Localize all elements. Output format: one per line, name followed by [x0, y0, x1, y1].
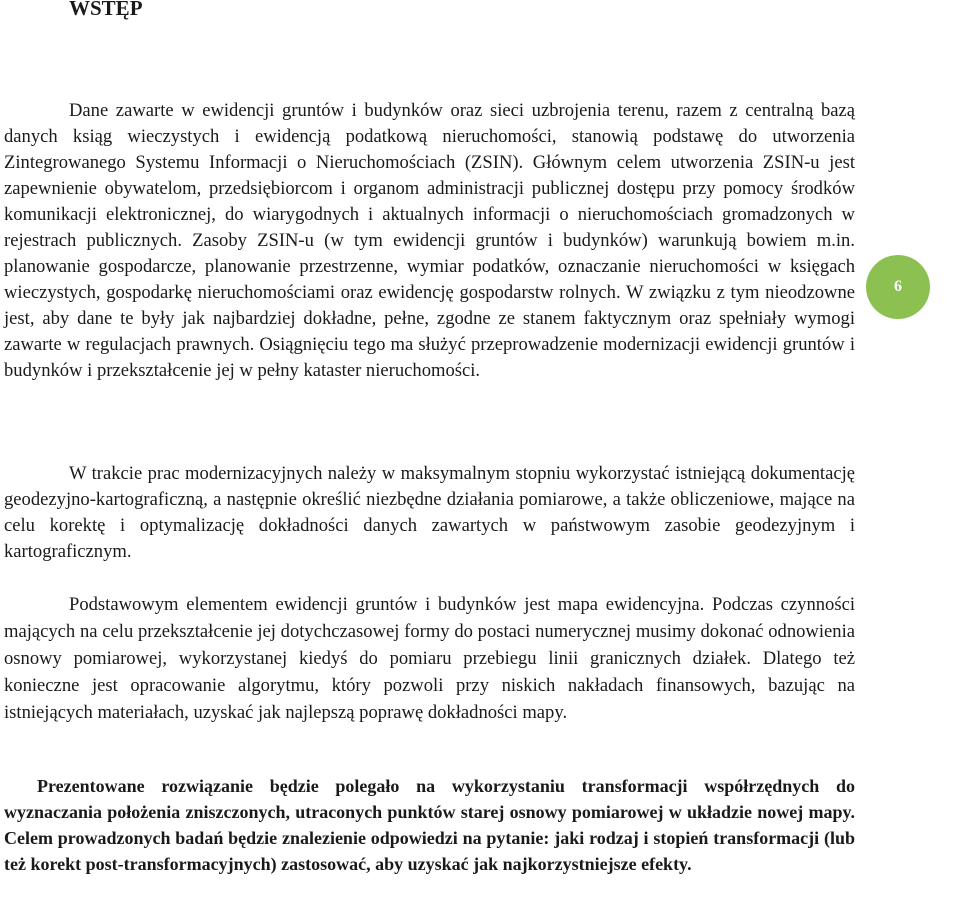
- paragraph-solution: Prezentowane rozwiązanie będzie polegało na wykorzystaniu transformacji współrzędnych do wyznaczania położenia zniszczonych, utraconych punktów starej osnowy pomiarowej w układzie nowej mapy. Celem prowadzonych badań będzie znalezienie odpowiedzi na pytanie: jaki rodzaj i stopień transformacji (lub też korekt post-transformacyjnych) zastosować, aby uzyskać jak najkorzystniejsze efekty.: [4, 776, 855, 874]
- page-number-badge: 6: [866, 255, 930, 319]
- paragraph-map: Podstawowym elementem ewidencji gruntów i budynków jest mapa ewidencyjna. Podczas czynności mających na celu przekształcenie jej dotychczasowej formy do postaci numerycznej musimy dokonać odnowienia osnowy pomiarowej, wykorzystanej kiedyś do pomiaru przebiegu linii granicznych działek. Dlatego też konieczne jest opracowanie algorytmu, który pozwoli przy niskich nakładach finansowych, bazując na istniejących materiałach, uzyskać jak najlepszą poprawę dokładności mapy.: [4, 594, 855, 723]
- section-heading: WSTĘP: [69, 0, 143, 20]
- paragraph-modernization: W trakcie prac modernizacyjnych należy w maksymalnym stopniu wykorzystać istniejącą dokumentację geodezyjno-kartograficzną, a następnie określić niezbędne działania pomiarowe, a także obliczeniowe, mające na celu korektę i optymalizację dokładności danych zawartych w państwowym zasobie geodezyjnym i kartograficznym.: [4, 463, 855, 562]
- paragraph-intro: Dane zawarte w ewidencji gruntów i budynków oraz sieci uzbrojenia terenu, razem z centralną bazą danych ksiąg wieczystych i ewidencją podatkową nieruchomości, stanowią podstawę do utworzenia Zintegrowanego Systemu Informacji o Nieruchomościach (ZSIN). Głównym celem utworzenia ZSIN-u jest zapewnienie obywatelom, przedsiębiorcom i organom administracji publicznej dostępu przy pomocy środków komunikacji elektronicznej, do wiarygodnych i aktualnych informacji o nieruchomościach gromadzonych w rejestrach publicznych. Zasoby ZSIN-u (w tym ewidencji gruntów i budynków) warunkują bowiem m.in. planowanie gospodarcze, planowanie przestrzenne, wymiar podatków, oznaczanie nieruchomości w księgach wieczystych, gospodarkę nieruchomościami oraz ewidencję gospodarstw rolnych. W związku z tym nieodzowne jest, aby dane te były jak najbardziej dokładne, pełne, zgodne ze stanem faktycznym oraz spełniały wymogi zawarte w regulacjach prawnych. Osiągnięciu tego ma służyć przeprowadzenie modernizacji ewidencji gruntów i budynków i przekształcenie jej w pełny kataster nieruchomości.: [4, 100, 855, 381]
